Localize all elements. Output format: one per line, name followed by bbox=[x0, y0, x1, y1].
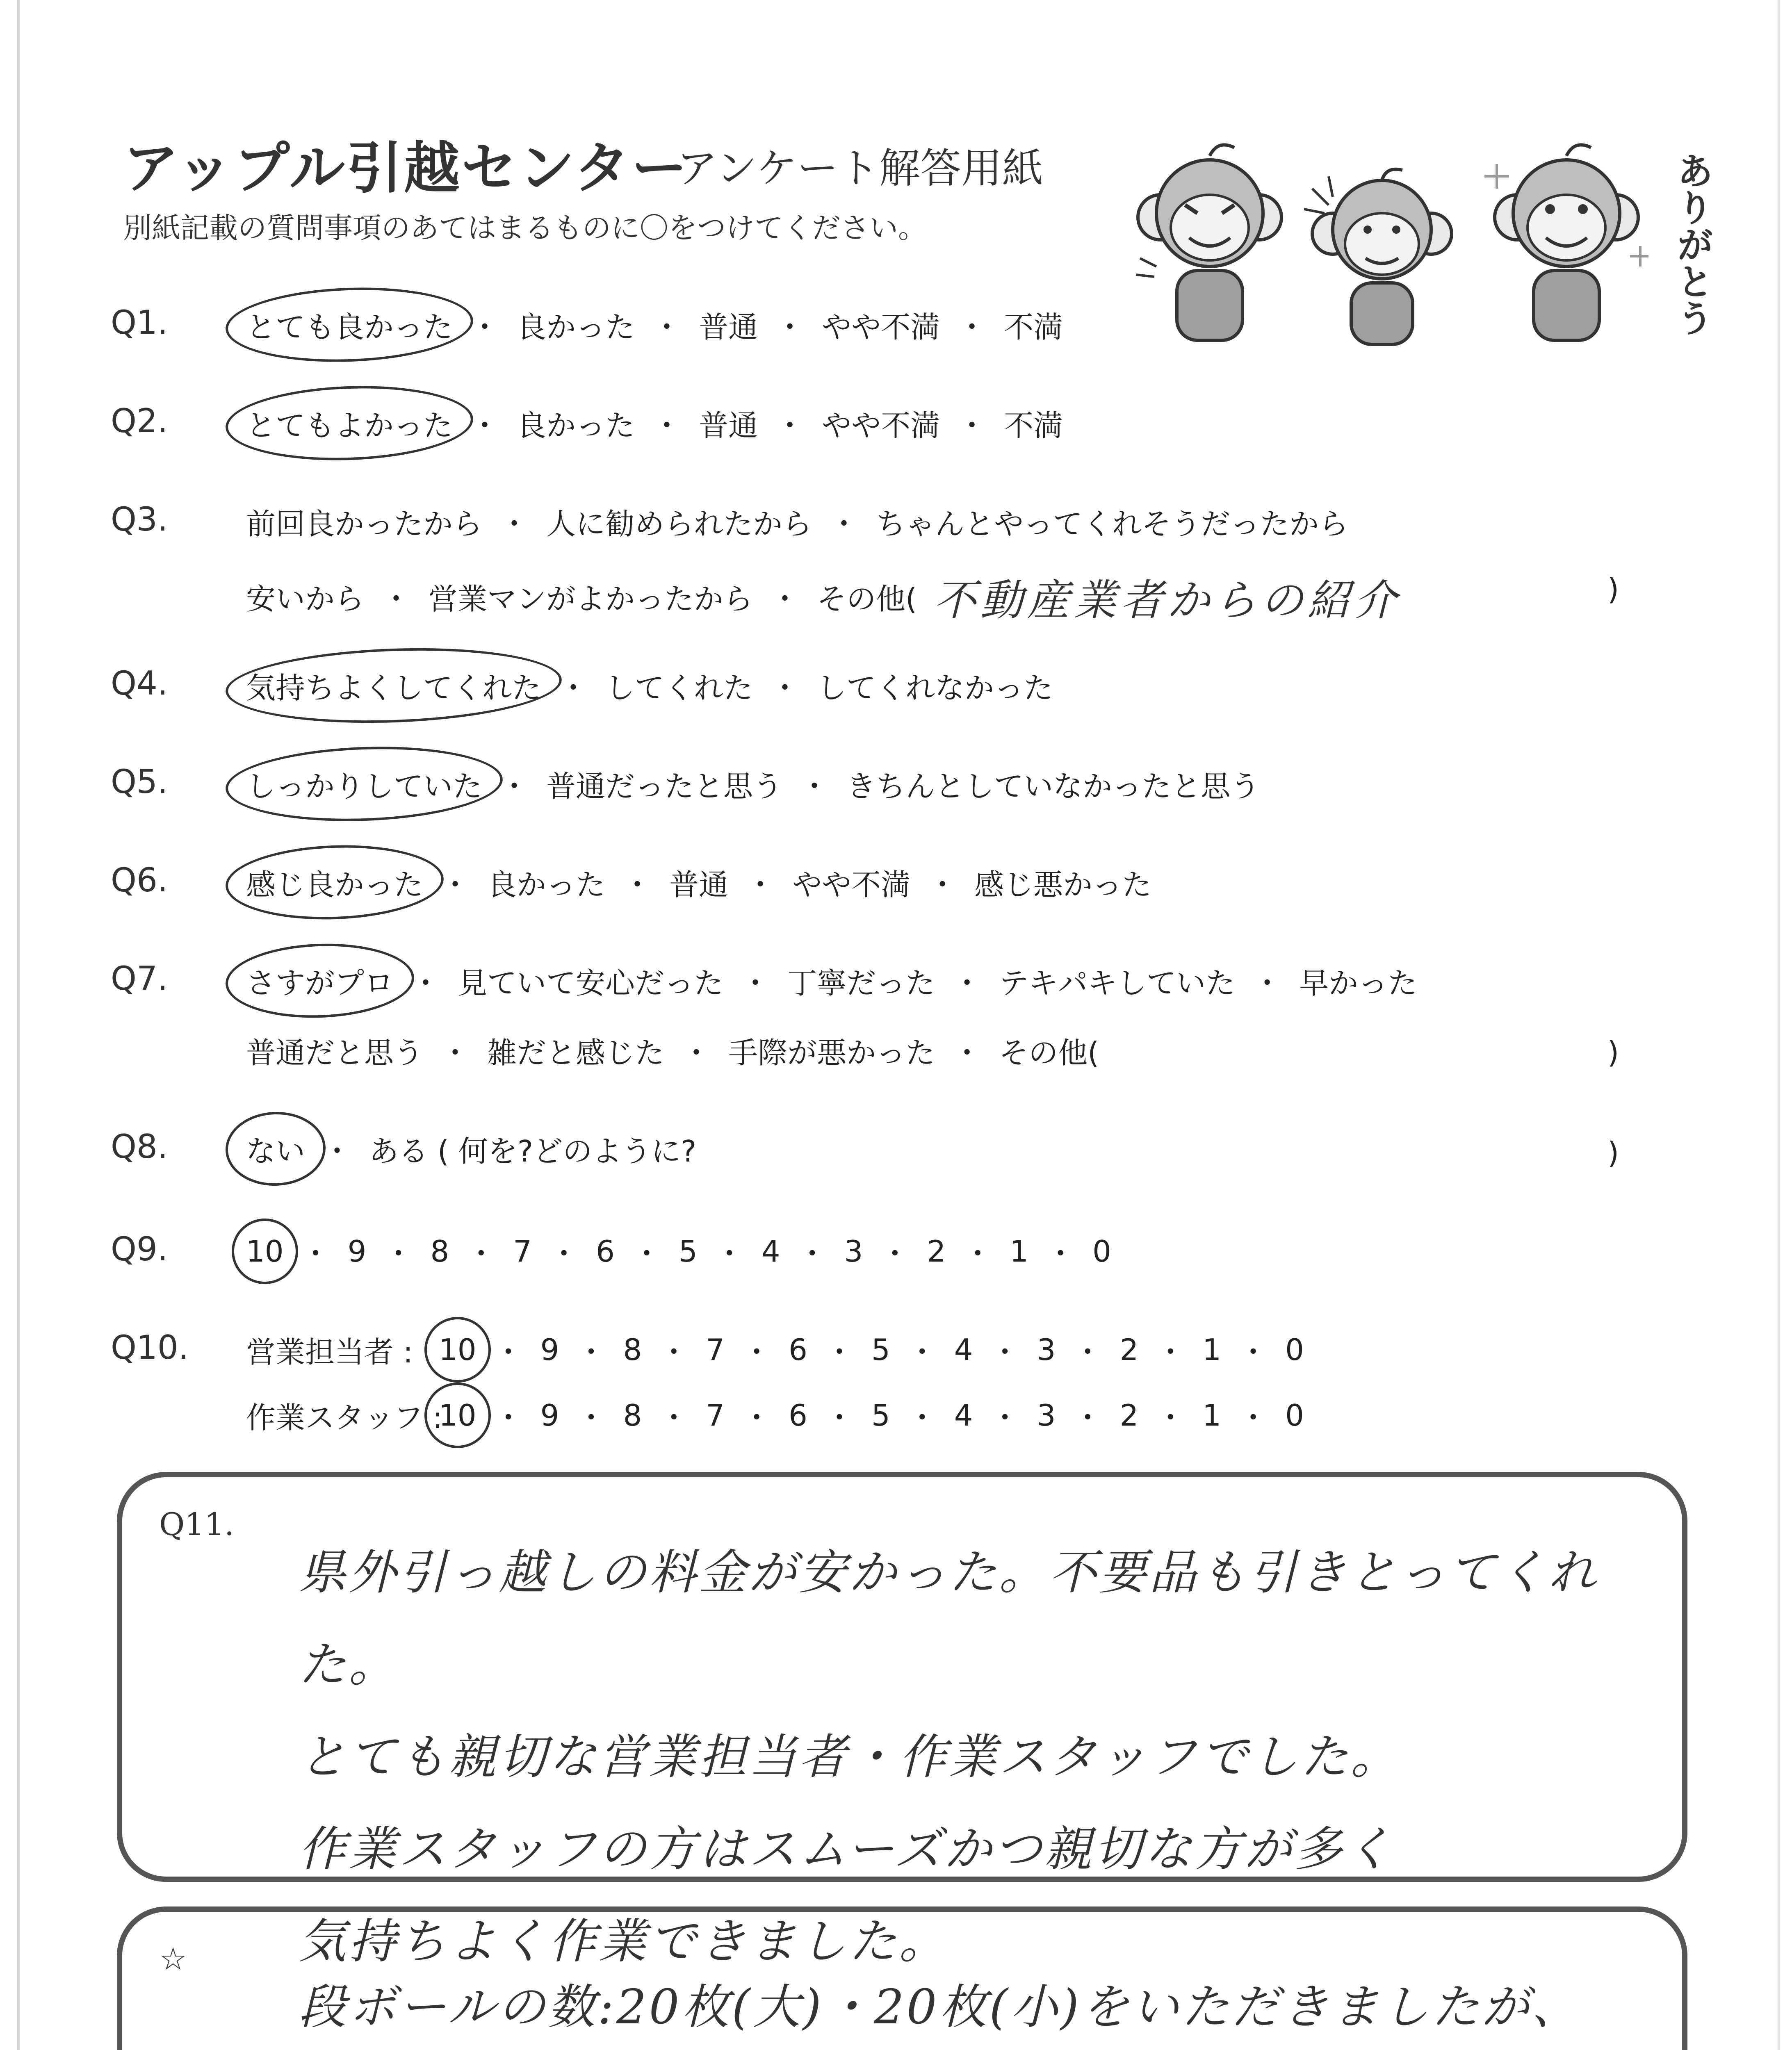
q10-sales-score[interactable]: 6 bbox=[789, 1332, 807, 1367]
q5-options: しっかりしていた ・ 普通だったと思う ・ きちんとしていなかったと思う bbox=[246, 763, 1260, 805]
q7-paren-close: ) bbox=[1607, 1035, 1619, 1070]
q10-sales-score[interactable]: 3 bbox=[1037, 1332, 1056, 1367]
page-title: アップル引越センター bbox=[123, 136, 689, 201]
q3-option[interactable]: ちゃんとやってくれそうだったから bbox=[876, 507, 1349, 541]
q9-label: Q9. bbox=[111, 1230, 168, 1268]
q3-option[interactable]: 人に勧められたから bbox=[546, 507, 812, 541]
q5-option[interactable]: きちんとしていなかったと思う bbox=[846, 769, 1260, 804]
q11-handwritten-comment: 県外引っ越しの料金が安かった。不要品も引きとってくれた。 とても親切な営業担当者・作業スタッフでした。 作業スタッフの方はスムーズかつ親切な方が多く 気持ちよく作業できました。 bbox=[299, 1545, 1598, 1969]
page-edge-right bbox=[1778, 0, 1780, 2050]
q7-option[interactable]: 見ていて安心だった bbox=[458, 966, 724, 1000]
additional-comment-box[interactable] bbox=[117, 1906, 1687, 2050]
q3-options-line1: 前回良かったから ・ 人に勧められたから ・ ちゃんとやってくれそうだったから bbox=[246, 500, 1348, 543]
q6-option[interactable]: 良かった bbox=[487, 868, 606, 902]
q1-option[interactable]: 普通 bbox=[699, 310, 758, 344]
q7-option[interactable]: さすがプロ bbox=[246, 959, 394, 1002]
q2-option[interactable]: 普通 bbox=[699, 408, 758, 443]
q10-sales-score[interactable]: 5 bbox=[871, 1332, 890, 1367]
q10-sales-score[interactable]: 4 bbox=[954, 1332, 973, 1367]
q9-score[interactable]: 10 bbox=[246, 1234, 284, 1269]
q4-options: 気持ちよくしてくれた ・ してくれた ・ してくれなかった bbox=[246, 664, 1053, 707]
q10-staff-score[interactable]: 7 bbox=[706, 1398, 725, 1433]
q6-options: 感じ良かった ・ 良かった ・ 普通 ・ やや不満 ・ 感じ悪かった bbox=[246, 861, 1151, 904]
q7-option[interactable]: 手際が悪かった bbox=[728, 1036, 935, 1070]
q9-score[interactable]: 5 bbox=[678, 1234, 698, 1269]
q1-option[interactable]: 良かった bbox=[517, 310, 635, 344]
q10-staff-score[interactable]: 0 bbox=[1285, 1398, 1304, 1433]
q3-option[interactable]: その他( bbox=[817, 582, 917, 616]
q9-scale: 10 ・ 9 ・ 8 ・ 7 ・ 6 ・ 5 ・ 4 ・ 3 ・ 2 ・ 1 ・ 0 bbox=[246, 1234, 1111, 1271]
q10-staff-score[interactable]: 2 bbox=[1119, 1398, 1139, 1433]
mascot-thanks-text: ありがとう bbox=[1670, 152, 1713, 336]
q10-staff-score[interactable]: 8 bbox=[623, 1398, 642, 1433]
q3-paren-close: ) bbox=[1607, 572, 1619, 606]
q8-options: ない ・ ある ( 何を?どのように? bbox=[246, 1128, 696, 1170]
q10-staff-score[interactable]: 4 bbox=[954, 1398, 973, 1433]
q7-option[interactable]: その他( bbox=[999, 1036, 1099, 1070]
q9-score[interactable]: 1 bbox=[1010, 1234, 1029, 1269]
q7-option[interactable]: 普通だと思う bbox=[246, 1036, 424, 1070]
q10-staff-score[interactable]: 3 bbox=[1037, 1398, 1056, 1433]
monkey-mascot-icon bbox=[1132, 139, 1288, 353]
q5-label: Q5. bbox=[111, 763, 168, 801]
q8-label: Q8. bbox=[111, 1128, 168, 1166]
page-subtitle: アンケート解答用紙 bbox=[677, 144, 1043, 192]
q1-label: Q1. bbox=[111, 303, 168, 342]
q3-options-line2: 安いから ・ 営業マンがよかったから ・ その他( 不動産業者からの紹介 bbox=[246, 566, 1401, 627]
q2-option[interactable]: やや不満 bbox=[822, 408, 940, 443]
q3-label: Q3. bbox=[111, 500, 168, 538]
q2-option[interactable]: 良かった bbox=[517, 408, 635, 443]
q10-sales-score[interactable]: 8 bbox=[623, 1332, 642, 1367]
monkey-mascot-icon bbox=[1484, 139, 1648, 353]
q9-score[interactable]: 8 bbox=[430, 1234, 449, 1269]
q9-score[interactable]: 0 bbox=[1092, 1234, 1111, 1269]
q7-options-line2: 普通だと思う ・ 雑だと感じた ・ 手際が悪かった ・ その他( bbox=[246, 1029, 1099, 1072]
q3-option[interactable]: 安いから bbox=[246, 582, 365, 616]
q10-sales-label: 営業担当者 : bbox=[246, 1335, 413, 1369]
q10-staff-score[interactable]: 9 bbox=[540, 1398, 559, 1433]
q6-option[interactable]: やや不満 bbox=[792, 868, 911, 902]
q9-score[interactable]: 4 bbox=[761, 1234, 780, 1269]
q10-staff-score[interactable]: 6 bbox=[789, 1398, 807, 1433]
q10-sales-scale: 営業担当者 : 10 ・ 9 ・ 8 ・ 7 ・ 6 ・ 5 ・ 4 ・ 3 ・ 2 ・ 1 ・ 0 bbox=[246, 1328, 1304, 1371]
q10-sales-score[interactable]: 7 bbox=[706, 1332, 725, 1367]
q9-score[interactable]: 7 bbox=[513, 1234, 532, 1269]
q2-option[interactable]: とてもよかった bbox=[246, 402, 453, 444]
q7-option[interactable]: 丁寧だった bbox=[787, 966, 935, 1000]
q10-sales-score[interactable]: 2 bbox=[1119, 1332, 1139, 1367]
q4-label: Q4. bbox=[111, 664, 168, 702]
q9-score[interactable]: 6 bbox=[596, 1234, 615, 1269]
q6-option[interactable]: 感じ悪かった bbox=[974, 868, 1152, 902]
q11-comment-box[interactable] bbox=[117, 1472, 1687, 1969]
q10-staff-score[interactable]: 1 bbox=[1202, 1398, 1222, 1433]
q7-label: Q7. bbox=[111, 959, 168, 998]
q7-option[interactable]: 早かった bbox=[1299, 966, 1418, 1000]
additional-handwritten-comment: 段ボールの数:20枚(大)・20枚(小)をいただきましたが、 bbox=[299, 1979, 1582, 2035]
q7-option[interactable]: テキパキしていた bbox=[999, 966, 1236, 1000]
q3-option[interactable]: 前回良かったから bbox=[246, 507, 483, 541]
q10-staff-label: 作業スタッフ : bbox=[246, 1401, 443, 1435]
q10-sales-score[interactable]: 9 bbox=[540, 1332, 559, 1367]
q1-option[interactable]: 不満 bbox=[1004, 310, 1063, 344]
q5-option[interactable]: しっかりしていた bbox=[246, 763, 482, 805]
q4-option[interactable]: してくれた bbox=[605, 671, 753, 705]
q10-staff-score[interactable]: 10 bbox=[439, 1398, 476, 1433]
q10-label: Q10. bbox=[111, 1328, 189, 1367]
q6-label: Q6. bbox=[111, 861, 168, 899]
q6-option[interactable]: 普通 bbox=[669, 868, 729, 902]
q4-option[interactable]: してくれなかった bbox=[817, 671, 1053, 705]
q4-option[interactable]: 気持ちよくしてくれた bbox=[246, 664, 541, 707]
q5-option[interactable]: 普通だったと思う bbox=[546, 769, 783, 804]
q1-options: とても良かった ・ 良かった ・ 普通 ・ やや不満 ・ 不満 bbox=[246, 303, 1063, 346]
monkey-mascot-icon bbox=[1304, 164, 1460, 353]
q9-score[interactable]: 3 bbox=[844, 1234, 863, 1269]
q8-paren-close: ) bbox=[1607, 1136, 1619, 1170]
q8-option[interactable]: ある ( 何を?どのように? bbox=[369, 1134, 697, 1168]
q3-other-handwritten: 不動産業者からの紹介 bbox=[933, 575, 1401, 625]
q8-option[interactable]: ない bbox=[246, 1128, 305, 1170]
q7-option[interactable]: 雑だと感じた bbox=[487, 1036, 665, 1070]
instruction-text: 別紙記載の質問事項のあてはまるものに〇をつけてください。 bbox=[123, 211, 927, 245]
q3-option[interactable]: 営業マンがよかったから bbox=[428, 582, 753, 616]
page-edge bbox=[17, 0, 20, 2050]
q2-options: とてもよかった ・ 良かった ・ 普通 ・ やや不満 ・ 不満 bbox=[246, 402, 1063, 444]
q2-label: Q2. bbox=[111, 402, 168, 440]
q1-option[interactable]: やや不満 bbox=[822, 310, 940, 344]
q2-option[interactable]: 不満 bbox=[1004, 408, 1063, 443]
q6-option[interactable]: 感じ良かった bbox=[246, 861, 423, 904]
q11-label: Q11. bbox=[159, 1506, 235, 1542]
q10-sales-score[interactable]: 10 bbox=[439, 1332, 476, 1367]
star-icon: ☆ bbox=[159, 1941, 187, 1977]
q7-options-line1: さすがプロ ・ 見ていて安心だった ・ 丁寧だった ・ テキパキしていた ・ 早かった bbox=[246, 959, 1417, 1002]
q10-staff-scale: 作業スタッフ : 10 ・ 9 ・ 8 ・ 7 ・ 6 ・ 5 ・ 4 ・ 3 ・ 2 ・ 1 ・ 0 bbox=[246, 1394, 1304, 1437]
q1-option[interactable]: とても良かった bbox=[246, 303, 453, 346]
q10-staff-score[interactable]: 5 bbox=[871, 1398, 890, 1433]
q9-score[interactable]: 2 bbox=[927, 1234, 946, 1269]
q9-score[interactable]: 9 bbox=[347, 1234, 367, 1269]
q10-sales-score[interactable]: 1 bbox=[1202, 1332, 1222, 1367]
q10-sales-score[interactable]: 0 bbox=[1285, 1332, 1304, 1367]
